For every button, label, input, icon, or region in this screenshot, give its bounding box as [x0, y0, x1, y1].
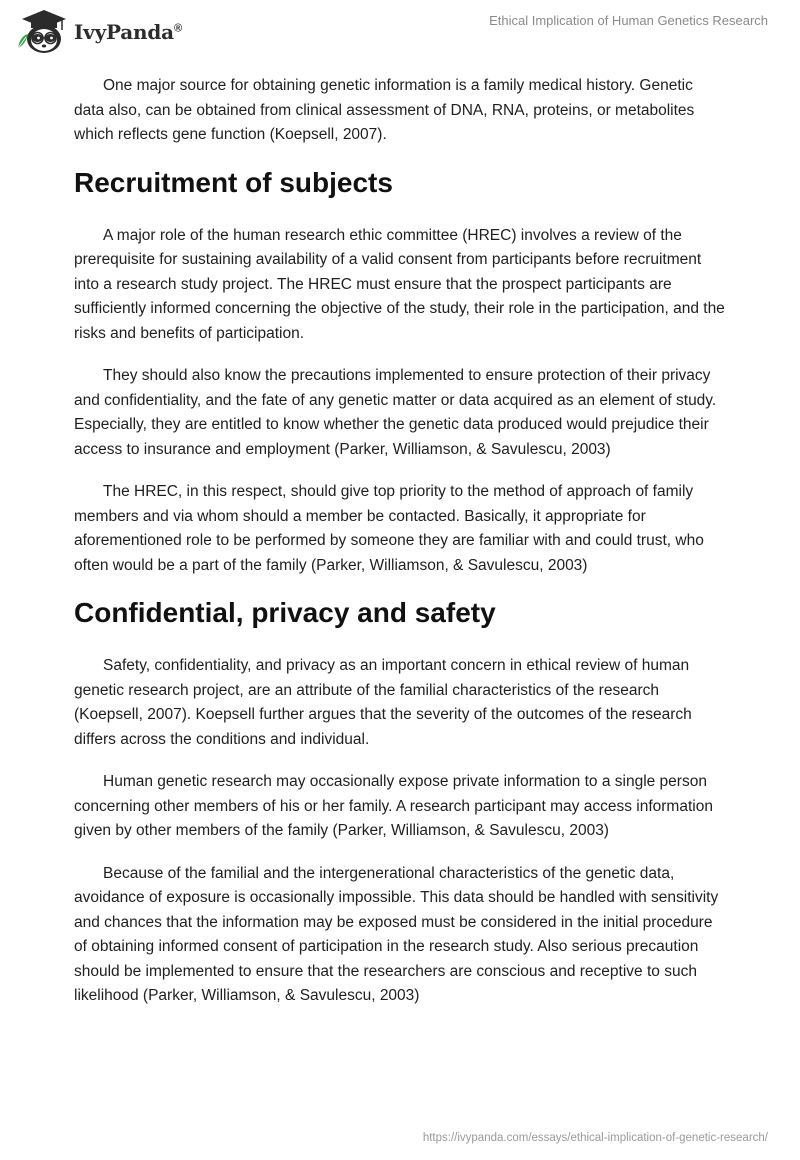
- paragraph-hrec-role: A major role of the human research ethic committee (HREC) involves a review of the prerequisite for sustaining availability of a valid consent from participants before recruitment into a research study project. The HREC must ensure that the prospect participants are sufficiently informed concerning the objective of the study, their role in the participation, and the risks and benefits of participation.: [74, 226, 725, 342]
- heading-recruitment: Recruitment of subjects: [74, 166, 393, 198]
- paragraph-approach-family: The HREC, in this respect, should give top priority to the method of approach of family members and via whom should a member be contacted. Basically, it appropriate for aforementioned role to be performed by someone they are familiar with and could trust, who often would be a part of the family (Parker, Williamson, & Savulescu, 2003): [74, 483, 704, 574]
- running-title: Ethical Implication of Human Genetics Research: [489, 13, 768, 28]
- page-header: [0, 0, 800, 70]
- essay-content: [74, 74, 726, 1027]
- brand-name: IvyPanda®: [74, 20, 182, 44]
- paragraph-private-information: Human genetic research may occasionally expose private information to a single person concerning other members of his or her family. A research participant may access information given by other members of the family (Parker, Williamson, & Savulescu, 2003): [74, 773, 713, 839]
- paragraph-safety-confidentiality: Safety, confidentiality, and privacy as an important concern in ethical review of human genetic research project, are an attribute of the familial characteristics of the research (Koepsell, 2007). Koepsell further argues that the severity of the outcomes of the research differs across the conditions and individual.: [74, 657, 692, 748]
- registered-mark: ®: [173, 22, 182, 35]
- paragraph-intergenerational: Because of the familial and the intergenerational characteristics of the genetic data, avoidance of exposure is occasionally impossible. This data should be handled with sensitivity and chances that the information may be exposed must be considered in the initial procedure of obtaining informed consent of participation in the research study. Also serious precaution should be implemented to ensure that the researchers are conscious and receptive to such likelihood (Parker, Williamson, & Savulescu, 2003): [74, 864, 719, 1004]
- source-url[interactable]: https://ivypanda.com/essays/ethical-implication-of-genetic-research/: [422, 1132, 768, 1144]
- paragraph-genetic-information: One major source for obtaining genetic information is a family medical history. Genetic data also, can be obtained from clinical assessment of DNA, RNA, proteins, or metabolites which reflects gene function (Koepsell, 2007).: [74, 77, 695, 143]
- panda-graduate-icon: [14, 8, 70, 56]
- heading-confidential: Confidential, privacy and safety: [74, 597, 496, 628]
- paragraph-privacy-precautions: They should also know the precautions implemented to ensure protection of their privacy and confidentiality, and the fate of any genetic matter or data acquired as an element of study. Especially, they are entitled to know whether the genetic data produced would prejudice their access to insurance and employment (Parker, Williamson, & Savulescu, 2003): [74, 367, 717, 458]
- logo[interactable]: [14, 8, 182, 56]
